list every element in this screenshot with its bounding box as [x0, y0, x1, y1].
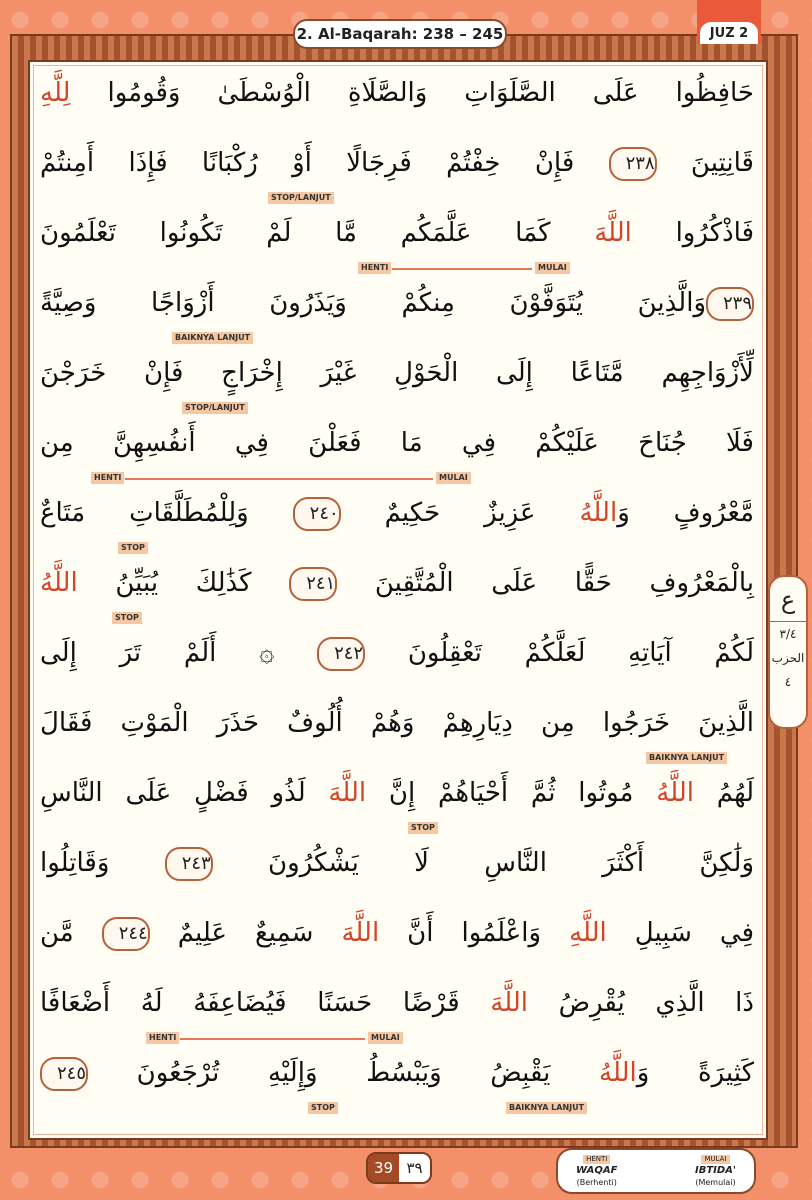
hizb-marker	[768, 575, 808, 729]
quran-line	[40, 906, 754, 960]
waqf-mark-henti: HENTI	[146, 1032, 179, 1044]
waqf-underline	[392, 268, 532, 270]
verse-text: قَانِتِينَ	[656, 148, 754, 178]
legend-ibtida-sub: (Memulai)	[695, 1177, 736, 1187]
verse-text: لَذُو فَضْلٍ عَلَى النَّاسِ	[40, 778, 329, 808]
waqf-mark-baiknya-lanjut: BAIKNYA LANJUT	[646, 752, 727, 764]
waqf-mark-row	[40, 750, 754, 766]
waqf-mark-row	[40, 820, 754, 836]
allah-word: اللَّهُ	[40, 568, 78, 598]
waqf-mark-row	[40, 680, 754, 696]
waqf-mark-mulai: MULAI	[436, 472, 471, 484]
waqf-mark-row	[40, 120, 754, 136]
waqf-mark-henti: HENTI	[358, 262, 391, 274]
waqf-mark-baiknya-lanjut: BAIKNYA LANJUT	[506, 1102, 587, 1114]
quran-line	[40, 66, 754, 120]
allah-word: اللَّهِ	[569, 918, 607, 948]
waqf-mark-stop-lanjut: STOP/LANJUT	[268, 192, 334, 204]
verse-text: ذَا الَّذِي يُقْرِضُ	[527, 988, 754, 1018]
allah-word: اللَّهَ	[594, 218, 632, 248]
page-number	[366, 1152, 432, 1184]
page-number-arabic: ٣٩	[399, 1154, 430, 1182]
ayah-number-marker: ٢٤٣	[165, 847, 213, 881]
quran-line	[40, 836, 754, 890]
hizb-label: الحزب	[771, 651, 805, 665]
ayah-number-marker: ٢٤١	[289, 567, 337, 601]
waqf-mark-stop: STOP	[408, 822, 438, 834]
quran-line	[40, 1046, 754, 1100]
ruku-sign: ع	[770, 583, 806, 622]
legend-henti-tag: HENTI	[583, 1155, 610, 1164]
legend-ibtida: IBTIDA'	[695, 1164, 736, 1176]
ayah-number-marker: ٢٤٤	[102, 917, 150, 951]
verse-text: فِي سَبِيلِ	[606, 918, 755, 948]
quran-line	[40, 626, 754, 680]
quran-line	[40, 486, 754, 540]
verse-text: وَاعْلَمُوا أَنَّ	[379, 918, 570, 948]
ayah-number-marker: ٢٣٩	[706, 287, 754, 321]
waqf-mark-stop: STOP	[112, 612, 142, 624]
waqf-mark-stop: STOP	[118, 542, 148, 554]
verse-text: حَافِظُوا عَلَى الصَّلَوَاتِ وَالصَّلَاةِ الْوُسْطَىٰ وَقُومُوا	[70, 78, 754, 108]
ayah-number-marker: ٢٤٥	[40, 1057, 88, 1091]
verse-text: يَقْبِضُ وَيَبْسُطُ وَإِلَيْهِ تُرْجَعُونَ	[88, 1058, 600, 1088]
verse-text: فَلَا جُنَاحَ عَلَيْكُمْ فِي مَا فَعَلْنَ فِي أَنفُسِهِنَّ مِن	[40, 428, 754, 458]
ayah-number-marker: ٢٤٢	[317, 637, 365, 671]
quran-line	[40, 416, 754, 470]
waqf-mark-row	[40, 960, 754, 976]
verse-text: مَّن	[40, 918, 102, 948]
ayah-number-marker: ٢٣٨	[609, 147, 657, 181]
legend-waqaf-sub: (Berhenti)	[576, 1177, 617, 1187]
allah-word: اللَّهَ	[328, 778, 367, 808]
waqf-legend	[556, 1148, 756, 1194]
verse-text: كَذَٰلِكَ يُبَيِّنُ	[77, 568, 290, 598]
waqf-mark-baiknya-lanjut: BAIKNYA LANJUT	[172, 332, 253, 344]
quran-line	[40, 766, 754, 820]
waqf-mark-henti: HENTI	[91, 472, 124, 484]
verse-text: وَلِلْمُطَلَّقَاتِ مَتَاعٌ	[40, 498, 293, 528]
waqf-mark-mulai: MULAI	[368, 1032, 403, 1044]
legend-ibtida-column	[695, 1150, 736, 1192]
waqf-mark-mulai: MULAI	[535, 262, 570, 274]
waqf-mark-row	[40, 890, 754, 906]
quran-line	[40, 346, 754, 400]
quran-line	[40, 696, 754, 750]
verse-text: عَزِيزٌ حَكِيمٌ	[340, 498, 580, 528]
allah-word: اللَّهُ	[656, 778, 694, 808]
legend-waqaf-column	[576, 1150, 617, 1192]
waqf-mark-stop-lanjut: STOP/LANJUT	[182, 402, 248, 414]
juz-label: JUZ 2	[700, 22, 758, 44]
legend-waqaf: WAQAF	[576, 1164, 618, 1176]
allah-word: لِلَّهِ	[40, 78, 71, 108]
waqf-mark-row	[40, 540, 754, 556]
verse-text: لَكُمْ آيَاتِهِ لَعَلَّكُمْ تَعْقِلُونَ	[365, 638, 755, 668]
verse-text: فَاذْكُرُوا	[631, 218, 755, 248]
verse-text: وَالَّذِينَ يُتَوَفَّوْنَ مِنكُمْ وَيَذَرُونَ أَزْوَاجًا وَصِيَّةً	[40, 288, 706, 318]
verse-text: وَقَاتِلُوا	[40, 848, 165, 878]
quran-line	[40, 556, 754, 610]
waqf-mark-row	[40, 470, 754, 486]
waqf-mark-row	[40, 1030, 754, 1046]
waqf-mark-row	[40, 330, 754, 346]
quran-line	[40, 206, 754, 260]
verse-text: وَلَٰكِنَّ أَكْثَرَ النَّاسِ لَا يَشْكُرُونَ	[212, 848, 755, 878]
allah-word: اللَّهُ	[579, 498, 618, 528]
quran-line	[40, 976, 754, 1030]
verse-text: كَمَا عَلَّمَكُم مَّا لَمْ تَكُونُوا تَعْلَمُونَ	[40, 218, 595, 248]
waqf-mark-row	[40, 190, 754, 206]
quran-line	[40, 276, 754, 330]
waqf-underline	[125, 478, 433, 480]
verse-text: مُوتُوا ثُمَّ أَحْيَاهُمْ إِنَّ	[366, 778, 657, 808]
verse-text: ۞ أَلَمْ تَرَ إِلَى	[40, 638, 318, 668]
quran-text	[40, 66, 754, 1116]
hizb-number: ٤	[784, 675, 792, 689]
verse-text: بِالْمَعْرُوفِ حَقًّا عَلَى الْمُتَّقِينَ	[337, 568, 755, 598]
allah-word: اللَّهُ	[599, 1058, 637, 1088]
verse-text: لَهُمُ	[694, 778, 755, 808]
waqf-mark-row	[40, 400, 754, 416]
hizb-fraction: ٣/٤	[779, 627, 797, 641]
waqf-underline	[180, 1038, 365, 1040]
waqf-mark-stop: STOP	[308, 1102, 338, 1114]
waqf-mark-row	[40, 610, 754, 626]
verse-text: مَّعْرُوفٍ وَ	[617, 498, 754, 528]
verse-text: الَّذِينَ خَرَجُوا مِن دِيَارِهِمْ وَهُمْ أُلُوفٌ حَذَرَ الْمَوْتِ فَقَالَ	[40, 708, 754, 738]
legend-mulai-tag: MULAI	[701, 1155, 729, 1164]
surah-title: 2. Al-Baqarah: 238 – 245	[293, 19, 507, 49]
waqf-mark-row	[40, 1100, 754, 1116]
verse-text: قَرْضًا حَسَنًا فَيُضَاعِفَهُ لَهُ أَضْعَافًا	[40, 988, 491, 1018]
verse-text: كَثِيرَةً وَ	[636, 1058, 754, 1088]
page-number-latin: 39	[368, 1154, 399, 1182]
waqf-mark-row	[40, 260, 754, 276]
ayah-number-marker: ٢٤٠	[293, 497, 341, 531]
verse-text: لِّأَزْوَاجِهِم مَّتَاعًا إِلَى الْحَوْلِ غَيْرَ إِخْرَاجٍ فَإِنْ خَرَجْنَ	[40, 358, 754, 388]
verse-text: سَمِيعٌ عَلِيمٌ	[149, 918, 342, 948]
quran-line	[40, 136, 754, 190]
verse-text: فَإِنْ خِفْتُمْ فَرِجَالًا أَوْ رُكْبَانًا فَإِذَا أَمِنتُمْ	[40, 148, 609, 178]
allah-word: اللَّهَ	[490, 988, 528, 1018]
allah-word: اللَّهَ	[341, 918, 380, 948]
